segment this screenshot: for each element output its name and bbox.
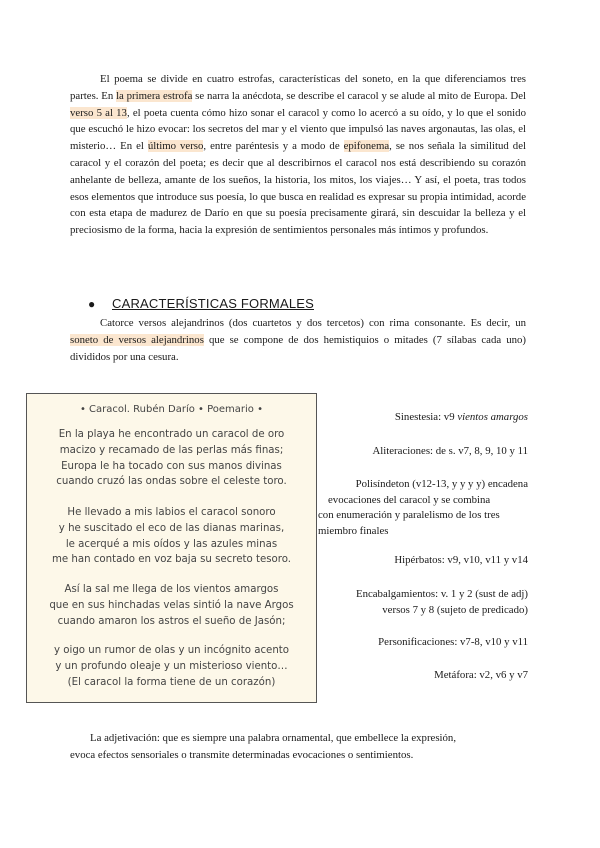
feature-aliteraciones: Aliteraciones: de s. v7, 8, 9, 10 y 11: [372, 445, 528, 457]
feature-hiperbatos: Hipérbatos: v9, v10, v11 y v14: [394, 554, 528, 566]
feature-line: evocaciones del caracol y se combina: [328, 493, 491, 506]
intro-text: se narra la anécdota, se describe el caracol y se alude al mito de Europa. Del: [192, 89, 526, 102]
formal-text: que se compone de dos hemistiquios o mitades (7 sílabas cada uno) divididos por una cesura.: [70, 333, 526, 363]
section-heading: [88, 296, 314, 311]
stanza-1: [27, 427, 316, 490]
poem-line: En la playa he encontrado un caracol de oro: [58, 429, 285, 440]
highlight-soneto: soneto de versos alejandrinos: [70, 333, 204, 346]
intro-text: , entre paréntesis y a modo de: [203, 140, 344, 153]
intro-text: El poema se divide en cuatro estrofas, características del soneto, en la que diferenciamos tres partes. En: [70, 73, 526, 102]
feature-line: miembro finales: [318, 524, 389, 537]
stanza-2: [27, 505, 316, 568]
feature-metafora: Metáfora: v2, v6 y v7: [434, 669, 528, 681]
poem-box: [26, 393, 317, 703]
poem-line: que en sus hinchadas velas sintió la nave Argos: [49, 599, 294, 611]
poem-line: (El caracol la forma tiene de un corazón): [67, 676, 276, 688]
feature-label: Sinestesia: v9: [394, 411, 458, 423]
feature-sinestesia: [318, 410, 528, 426]
closing-line: evoca efectos sensoriales o transmite determinadas evocaciones o sentimientos.: [70, 748, 414, 761]
intro-paragraph: [70, 71, 526, 239]
poem-line: me han contado en voz baja su secreto tesoro.: [51, 554, 292, 566]
intro-text: , se nos señala la similitud del caracol y el corazón del poeta; es decir que al describirnos el caracol nos está describiendo su corazón anhelante de belleza, amante de los sueños, la historia, los mitos, los viajes… Y así, el poeta, tras todos esos elementos que introduce sus poesía, lo que busca en realidad es expresar su propia intimidad, acorde con esta etapa de madurez de Darío en que su poesía precisamente girará, sin descuidar la belleza y el preciosismo de la forma, hacia la expresión de sentimientos personales más íntimos y profundos.: [70, 140, 526, 237]
formal-text: Catorce versos alejandrinos (dos cuartetos y dos tercetos) con rima consonante. Es decir, un: [100, 317, 526, 329]
poem-line: Así la sal me llega de los vientos amargos: [64, 584, 279, 595]
feature-line: Polisíndeton (v12-13, y y y y) encadena: [355, 478, 528, 490]
feature-example: vientos amargos: [457, 411, 528, 423]
feature-personificaciones: Personificaciones: v7-8, v10 y v11: [378, 636, 528, 648]
poem-line: y oigo un rumor de olas y un incógnito acento: [53, 645, 290, 656]
section-title: CARACTERÍSTICAS FORMALES: [112, 296, 314, 311]
bullet-icon: ●: [88, 297, 96, 311]
poem-title: • Caracol. Rubén Darío • Poemario •: [79, 404, 264, 415]
intro-text: , el poeta cuenta cómo hizo sonar el caracol y como lo acercó a su oído, y lo que el sonido que escuchó le hizo evocar: los secretos del mar y el viento que impulsó las naves argonautas, las olas, el misterio… En el: [70, 106, 526, 153]
feature-line: Encabalgamientos: v. 1 y 2 (sust de adj): [355, 588, 528, 600]
closing-paragraph: [70, 730, 526, 764]
highlight-primera-estrofa: la primera estrofa: [116, 89, 193, 102]
formal-paragraph: [70, 315, 526, 365]
highlight-epifonema: epifonema: [343, 140, 390, 153]
poem-line: macizo y recamado de las perlas más finas;: [59, 444, 284, 456]
feature-line: con enumeración y paralelismo de los tres: [318, 509, 500, 521]
poem-line: cuando amaron los astros el sueño de Jasón;: [57, 615, 286, 627]
poem-line: cuando cruzó las ondas sobre el celeste toro.: [56, 476, 287, 488]
poem-line: y he suscitado el eco de las dianas marinas,: [58, 522, 285, 534]
feature-encabalgamientos: [318, 587, 528, 618]
feature-line: versos 7 y 8 (sujeto de predicado): [382, 603, 528, 616]
stanza-3: [27, 582, 316, 629]
stanza-4: [27, 643, 316, 690]
highlight-ultimo-verso: último verso: [147, 140, 204, 153]
closing-line: La adjetivación: que es siempre una palabra ornamental, que embellece la expresión,: [90, 732, 457, 744]
poem-line: He llevado a mis labios el caracol sonoro: [67, 507, 276, 518]
highlight-verso-5-13: verso 5 al 13: [70, 106, 127, 119]
poem-line: Europa le ha tocado con sus manos divinas: [61, 460, 282, 472]
feature-polisindeton: [318, 477, 528, 539]
poem-line: y un profundo oleaje y un misterioso viento…: [55, 660, 288, 672]
poem-line: le acerqué a mis oídos y las azules minas: [65, 538, 278, 550]
